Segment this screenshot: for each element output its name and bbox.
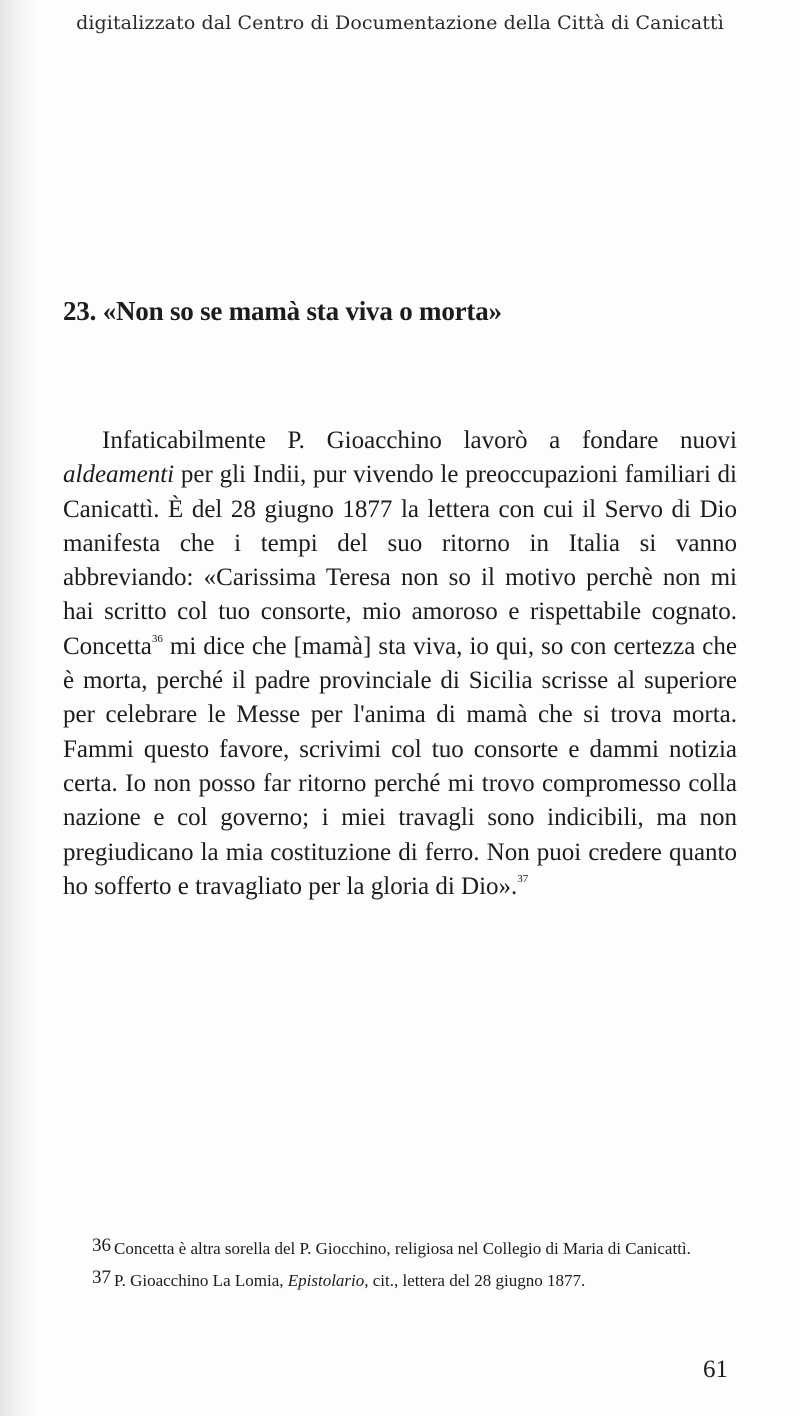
body-text-part-2: per gli Indii, pur vivendo le preoccupazioni familiari di Canicattì. È del 28 giugno 1877 la lettera con cui il Servo di Dio manifesta che i tempi del suo ritorno in Italia si vanno abbreviando: «Carissima Teresa non so il motivo perchè non mi hai scritto col tuo consorte, mio amoroso e rispettabile cognato. Concetta	[63, 461, 737, 660]
footnotes	[63, 1233, 737, 1297]
footnote-number: 37	[92, 1267, 111, 1288]
body-paragraph	[63, 424, 737, 904]
footnote-37	[63, 1265, 737, 1293]
footnote-ref-37: 37	[517, 872, 529, 885]
page-number: 61	[703, 1356, 728, 1383]
footnote-text-before: P. Gioacchino La Lomia,	[114, 1271, 288, 1290]
chapter-title: 23. «Non so se mamà sta viva o morta»	[63, 296, 502, 326]
footnote-text: Concetta è altra sorella del P. Giocchino, religiosa nel Collegio di Maria di Canicattì.	[114, 1239, 691, 1258]
footnote-ref-36: 36	[151, 632, 163, 645]
digitization-watermark: digitalizzato dal Centro di Documentazione della Città di Canicattì	[76, 12, 724, 34]
body-text-part-3: mi dice che [mamà] sta viva, io qui, so con certezza che è morta, perché il padre provinciale di Sicilia scrisse al superiore per celebrare le Messe per l'anima di mamà che si trova morta. Fammi questo favore, scrivimi col tuo consorte e dammi notizia certa. Io non posso far ritorno perché mi trovo compromesso colla nazione e col governo; i miei travagli sono indicibili, ma non pregiudicano la mia costituzione di ferro. Non puoi credere quanto ho sofferto e travagliato per la gloria di Dio».	[63, 632, 737, 900]
footnote-number: 36	[92, 1235, 111, 1256]
body-text-part-1: Infaticabilmente P. Gioacchino lavorò a fondare nuovi	[102, 427, 737, 454]
footnote-italic-title: Epistolario,	[287, 1271, 369, 1290]
footnote-text-after: cit., lettera del 28 giugno 1877.	[368, 1271, 586, 1290]
body-text	[63, 424, 737, 904]
italic-term: aldeamenti	[63, 461, 175, 489]
footnote-36	[63, 1233, 737, 1261]
